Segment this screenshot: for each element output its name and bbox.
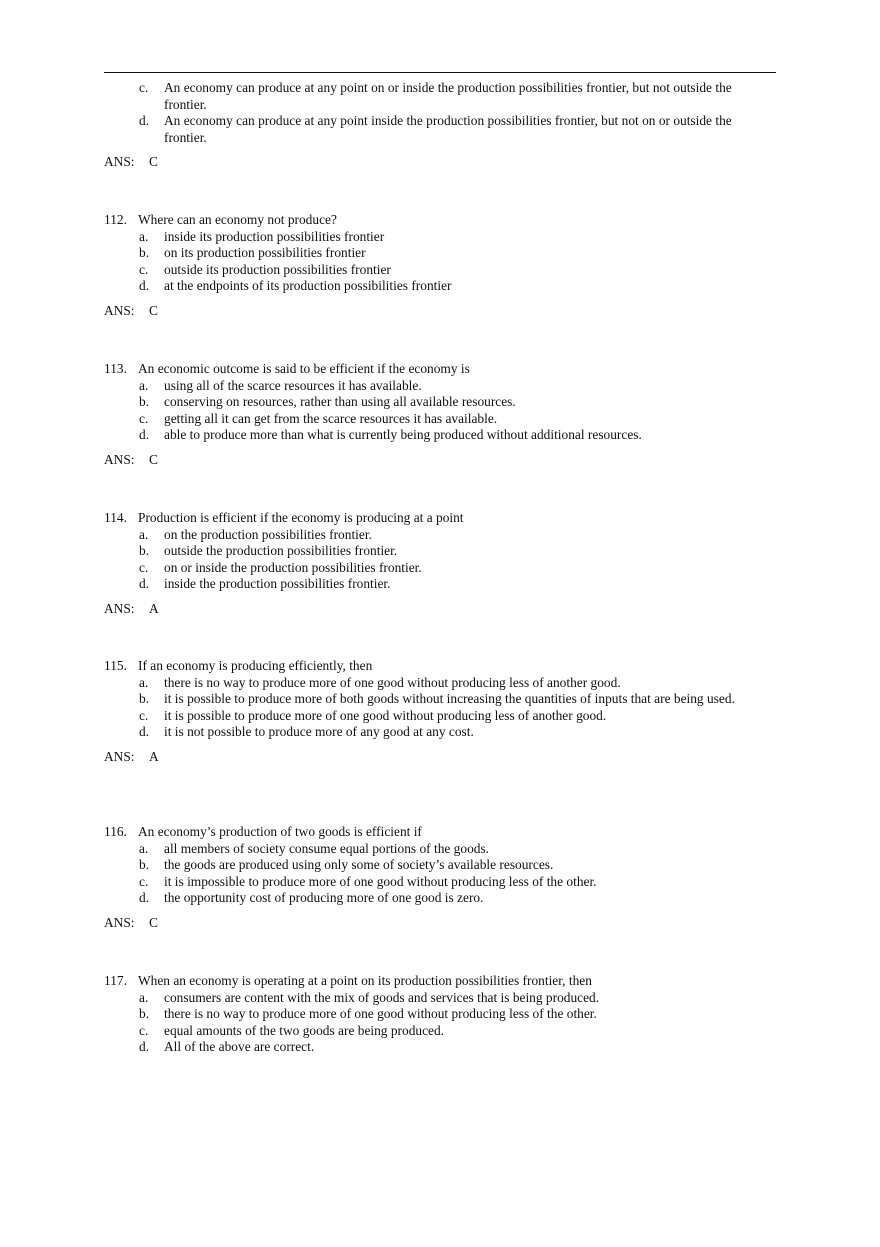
answer-label: ANS:	[104, 748, 135, 764]
answer-value: A	[149, 748, 159, 764]
question-stem-row	[104, 973, 744, 990]
option-text: it is possible to produce more of one good without producing less of another good.	[164, 707, 607, 723]
option-text: all members of society consume equal portions of the goods.	[164, 840, 490, 856]
option-letter: c.	[139, 410, 149, 426]
option-a	[104, 229, 744, 246]
option-a	[104, 990, 744, 1007]
option-d	[104, 427, 744, 444]
option-text: inside the production possibilities frontier.	[164, 576, 391, 592]
question-stem-row	[104, 658, 744, 675]
header-rule	[104, 72, 776, 73]
answer-value: C	[149, 302, 158, 318]
option-c	[104, 262, 744, 279]
answer-label: ANS:	[104, 600, 135, 616]
option-text: conserving on resources, rather than using all available resources.	[164, 394, 516, 410]
answer-line	[104, 749, 744, 766]
question-number: 115.	[104, 658, 127, 673]
option-a	[104, 378, 744, 395]
option-letter: a.	[139, 840, 149, 856]
option-c	[104, 80, 744, 113]
answer-line	[104, 303, 744, 320]
option-text: on the production possibilities frontier.	[164, 526, 372, 542]
option-a	[104, 675, 744, 692]
option-text: equal amounts of the two goods are being produced.	[164, 1022, 445, 1038]
option-letter: a.	[139, 989, 149, 1005]
option-a	[104, 841, 744, 858]
option-letter: c.	[139, 873, 149, 889]
answer-value: C	[149, 914, 158, 930]
option-text: An economy can produce at any point on or inside the production possibilities frontier, but not outside the frontier.	[164, 80, 732, 112]
option-text: it is not possible to produce more of any good at any cost.	[164, 724, 474, 740]
option-text: All of the above are correct.	[164, 1039, 315, 1055]
option-text: outside its production possibilities frontier	[164, 261, 391, 277]
option-c	[104, 411, 744, 428]
option-text: at the endpoints of its production possibilities frontier	[164, 278, 452, 294]
option-b	[104, 394, 744, 411]
option-letter: d.	[139, 1039, 150, 1055]
option-letter: d.	[139, 724, 150, 740]
option-b	[104, 245, 744, 262]
option-letter: b.	[139, 245, 150, 261]
answer-label: ANS:	[104, 154, 135, 170]
option-letter: c.	[139, 707, 149, 723]
option-text: getting all it can get from the scarce resources it has available.	[164, 410, 498, 426]
option-letter: d.	[139, 427, 150, 443]
answer-line	[104, 915, 744, 932]
option-letter: b.	[139, 857, 150, 873]
question-111-continuation	[104, 80, 744, 171]
option-letter: d.	[139, 278, 150, 294]
question-116	[104, 824, 744, 932]
option-letter: b.	[139, 543, 150, 559]
question-number: 113.	[104, 361, 127, 376]
question-stem-row	[104, 212, 744, 229]
option-letter: b.	[139, 691, 150, 707]
option-text: the opportunity cost of producing more of one good is zero.	[164, 890, 484, 906]
option-d	[104, 1039, 744, 1056]
option-b	[104, 1006, 744, 1023]
option-letter: a.	[139, 228, 149, 244]
option-letter: a.	[139, 674, 149, 690]
option-text: outside the production possibilities frontier.	[164, 543, 398, 559]
option-text: it is impossible to produce more of one good without producing less of the other.	[164, 873, 597, 889]
option-text: on or inside the production possibilities frontier.	[164, 559, 422, 575]
question-stem: An economic outcome is said to be efficient if the economy is	[138, 361, 470, 376]
option-text: An economy can produce at any point inside the production possibilities frontier, but not on or outside the frontier.	[164, 113, 732, 145]
question-114	[104, 510, 744, 618]
answer-value: C	[149, 154, 158, 170]
option-letter: d.	[139, 576, 150, 592]
question-115	[104, 658, 744, 766]
option-letter: d.	[139, 890, 150, 906]
answer-label: ANS:	[104, 451, 135, 467]
question-number: 112.	[104, 212, 127, 227]
option-d	[104, 576, 744, 593]
option-d	[104, 113, 744, 146]
option-text: there is no way to produce more of one good without producing less of another good.	[164, 674, 621, 690]
option-text: consumers are content with the mix of goods and services that is being produced.	[164, 989, 600, 1005]
option-letter: d.	[139, 113, 150, 129]
option-text: the goods are produced using only some of society’s available resources.	[164, 857, 554, 873]
question-stem-row	[104, 824, 744, 841]
question-113	[104, 361, 744, 469]
question-stem: When an economy is operating at a point on its production possibilities frontier, then	[138, 973, 592, 988]
option-text: on its production possibilities frontier	[164, 245, 366, 261]
option-text: inside its production possibilities frontier	[164, 228, 385, 244]
option-d	[104, 278, 744, 295]
option-letter: b.	[139, 394, 150, 410]
option-b	[104, 543, 744, 560]
question-stem-row	[104, 361, 744, 378]
option-text: able to produce more than what is currently being produced without additional resources.	[164, 427, 642, 443]
question-number: 114.	[104, 510, 127, 525]
answer-label: ANS:	[104, 302, 135, 318]
option-letter: c.	[139, 80, 149, 95]
option-letter: a.	[139, 377, 149, 393]
question-117	[104, 973, 744, 1056]
answer-label: ANS:	[104, 914, 135, 930]
option-a	[104, 527, 744, 544]
option-c	[104, 708, 744, 725]
option-text: there is no way to produce more of one good without producing less of the other.	[164, 1006, 597, 1022]
answer-line	[104, 601, 744, 618]
option-letter: c.	[139, 261, 149, 277]
answer-value: C	[149, 451, 158, 467]
answer-value: A	[149, 600, 159, 616]
option-b	[104, 857, 744, 874]
option-text: using all of the scarce resources it has available.	[164, 377, 422, 393]
option-b	[104, 691, 744, 708]
option-c	[104, 874, 744, 891]
question-number: 117.	[104, 973, 127, 988]
question-stem: If an economy is producing efficiently, then	[138, 658, 373, 673]
option-d	[104, 890, 744, 907]
question-stem: Production is efficient if the economy is producing at a point	[138, 510, 464, 525]
question-stem-row	[104, 510, 744, 527]
answer-line	[104, 154, 744, 171]
question-number: 116.	[104, 824, 127, 839]
option-letter: b.	[139, 1006, 150, 1022]
option-letter: a.	[139, 526, 149, 542]
option-text: it is possible to produce more of both goods without increasing the quantities of inputs that are being used.	[164, 691, 735, 707]
question-stem: Where can an economy not produce?	[138, 212, 337, 227]
answer-line	[104, 452, 744, 469]
option-c	[104, 1023, 744, 1040]
option-d	[104, 724, 744, 741]
option-c	[104, 560, 744, 577]
question-112	[104, 212, 744, 320]
option-letter: c.	[139, 559, 149, 575]
option-letter: c.	[139, 1022, 149, 1038]
question-stem: An economy’s production of two goods is efficient if	[138, 824, 422, 839]
